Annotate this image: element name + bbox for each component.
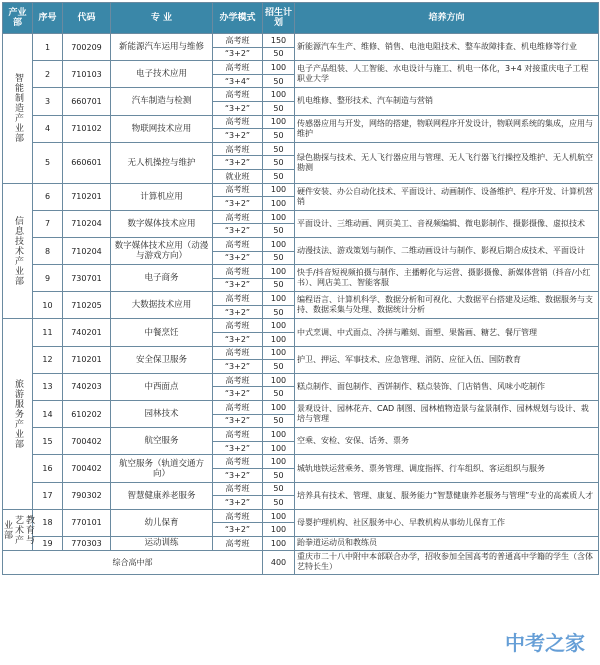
seq-cell: 7: [33, 210, 63, 237]
mode-cell: “3+2”: [213, 333, 263, 347]
mode-cell: “3+2”: [213, 156, 263, 170]
major-cell: 数字媒体技术应用: [111, 210, 213, 237]
mode-cell: 高考班: [213, 115, 263, 129]
major-cell: 运动训练: [111, 536, 213, 550]
quota-cell: 50: [263, 278, 295, 292]
mode-cell: “3+2”: [213, 278, 263, 292]
mode-cell: 高考班: [213, 509, 263, 523]
seq-cell: 11: [33, 319, 63, 346]
header-quota: 招生计划: [263, 3, 295, 34]
mode-cell: 高考班: [213, 428, 263, 442]
code-cell: 790302: [63, 482, 111, 509]
industry-cell: 信息技术产业部: [3, 183, 33, 319]
quota-cell: 100: [263, 428, 295, 442]
code-cell: 710201: [63, 346, 111, 373]
code-cell: 700402: [63, 428, 111, 455]
mode-cell: “3+2”: [213, 305, 263, 319]
seq-cell: 13: [33, 373, 63, 400]
quota-cell: 50: [263, 74, 295, 88]
major-cell: 大数据技术应用: [111, 292, 213, 319]
direction-cell: 绿色勘探与技术、无人飞行器应用与管理、无人飞行器飞行操控及维护、无人机航空勘测: [295, 142, 599, 183]
direction-cell: 动漫技法、游戏策划与制作、二维动画设计与制作、影视后期合成技术、平面设计: [295, 237, 599, 264]
quota-cell: 100: [263, 346, 295, 360]
code-cell: 730701: [63, 265, 111, 292]
seq-cell: 5: [33, 142, 63, 183]
mode-cell: “3+2”: [213, 360, 263, 374]
header-mode: 办学模式: [213, 3, 263, 34]
table-row: [3, 115, 599, 129]
quota-cell: 50: [263, 414, 295, 428]
footer-direction: 重庆市二十八中附中本部联合办学，招收参加全国高考的普通高中学籍的学生（含体艺特长生）: [295, 550, 599, 574]
mode-cell: 高考班: [213, 482, 263, 496]
table-row: [3, 536, 599, 550]
enrollment-table: [2, 2, 599, 575]
major-cell: 电子商务: [111, 265, 213, 292]
seq-cell: 10: [33, 292, 63, 319]
code-cell: 660701: [63, 88, 111, 115]
quota-cell: 100: [263, 455, 295, 469]
quota-cell: 50: [263, 482, 295, 496]
quota-cell: 100: [263, 333, 295, 347]
footer-row: [3, 550, 599, 574]
table-row: [3, 34, 599, 48]
major-cell: 中西面点: [111, 373, 213, 400]
code-cell: 660601: [63, 142, 111, 183]
industry-cell: 智能制造产业部: [3, 34, 33, 184]
major-cell: 数字媒体技术应用（动漫与游戏方向）: [111, 237, 213, 264]
quota-cell: 100: [263, 265, 295, 279]
quota-cell: 100: [263, 237, 295, 251]
seq-cell: 14: [33, 401, 63, 428]
direction-cell: 机电维修、整形技术、汽车制造与营销: [295, 88, 599, 115]
major-cell: 中餐烹饪: [111, 319, 213, 346]
mode-cell: “3+2”: [213, 197, 263, 211]
table-row: [3, 210, 599, 224]
mode-cell: “3+2”: [213, 47, 263, 61]
major-cell: 安全保卫服务: [111, 346, 213, 373]
direction-cell: 快手/抖音短视频拍摄与制作、主播孵化与运营、摄影摄像、新媒体营销（抖音/小红书）、网店美工、智能客服: [295, 265, 599, 292]
quota-cell: 100: [263, 441, 295, 455]
mode-cell: “3+4”: [213, 74, 263, 88]
table-row: [3, 142, 599, 156]
code-cell: 610202: [63, 401, 111, 428]
major-cell: 幼儿保育: [111, 509, 213, 536]
quota-cell: 50: [263, 251, 295, 265]
table-row: [3, 428, 599, 442]
mode-cell: 高考班: [213, 292, 263, 306]
mode-cell: 高考班: [213, 88, 263, 102]
table-row: [3, 482, 599, 496]
quota-cell: 100: [263, 292, 295, 306]
mode-cell: 高考班: [213, 237, 263, 251]
major-cell: 电子技术应用: [111, 61, 213, 88]
footer-label: 综合高中部: [3, 550, 263, 574]
footer-quota: 400: [263, 550, 295, 574]
header-code: 代码: [63, 3, 111, 34]
quota-cell: 50: [263, 101, 295, 115]
industry-cell: 教育与艺术产业部: [3, 509, 33, 550]
code-cell: 710102: [63, 115, 111, 142]
quota-cell: 50: [263, 142, 295, 156]
direction-cell: 新能源汽车生产、维修、销售、电池电阻技术、整车故障排查、机电维修等行业: [295, 34, 599, 61]
code-cell: 740203: [63, 373, 111, 400]
direction-cell: 景观设计、园林花卉、CAD 制图、园林植物造景与盆景制作、园林规划与设计、栽培与管理: [295, 401, 599, 428]
mode-cell: “3+2”: [213, 523, 263, 537]
direction-cell: 平面设计、三维动画、网页美工、音视频编辑、微电影制作、摄影摄像、虚拟技术: [295, 210, 599, 237]
header-seq: 序号: [33, 3, 63, 34]
quota-cell: 100: [263, 115, 295, 129]
seq-cell: 4: [33, 115, 63, 142]
header-major: 专 业: [111, 3, 213, 34]
quota-cell: 100: [263, 536, 295, 550]
mode-cell: 高考班: [213, 183, 263, 197]
mode-cell: “3+2”: [213, 101, 263, 115]
table-row: [3, 455, 599, 469]
quota-cell: 50: [263, 360, 295, 374]
table-row: [3, 509, 599, 523]
direction-cell: 空乘、安检、安保、话务、票务: [295, 428, 599, 455]
direction-cell: 传感器应用与开发，网络的搭建，物联网程序开发设计，物联网系统的集成，应用与维护: [295, 115, 599, 142]
quota-cell: 100: [263, 88, 295, 102]
quota-cell: 50: [263, 305, 295, 319]
direction-cell: 护卫、押运、军事技术、应急管理、消防、应征入伍、国防教育: [295, 346, 599, 373]
quota-cell: 100: [263, 197, 295, 211]
header-direction: 培养方向: [295, 3, 599, 34]
mode-cell: 高考班: [213, 61, 263, 75]
quota-cell: 150: [263, 34, 295, 48]
direction-cell: 硬件安装、办公自动化技术、平面设计、动画制作、设备维护、程序开发、计算机营销: [295, 183, 599, 210]
major-cell: 物联网技术应用: [111, 115, 213, 142]
quota-cell: 50: [263, 224, 295, 238]
seq-cell: 3: [33, 88, 63, 115]
quota-cell: 100: [263, 373, 295, 387]
table-row: [3, 183, 599, 197]
quota-cell: 100: [263, 401, 295, 415]
industry-cell: 旅游服务产业部: [3, 319, 33, 509]
mode-cell: “3+2”: [213, 414, 263, 428]
mode-cell: 高考班: [213, 210, 263, 224]
direction-cell: 糕点制作、面包制作、西饼制作、糕点装饰、门店销售、风味小吃制作: [295, 373, 599, 400]
seq-cell: 2: [33, 61, 63, 88]
mode-cell: 高考班: [213, 536, 263, 550]
major-cell: 汽车制造与检测: [111, 88, 213, 115]
code-cell: 710204: [63, 210, 111, 237]
table-row: [3, 373, 599, 387]
table-header-row: [3, 3, 599, 34]
mode-cell: “3+2”: [213, 224, 263, 238]
direction-cell: 母婴护理机构、社区服务中心、早教机构从事幼儿保育工作: [295, 509, 599, 536]
seq-cell: 12: [33, 346, 63, 373]
quota-cell: 100: [263, 61, 295, 75]
mode-cell: 高考班: [213, 346, 263, 360]
table-row: [3, 88, 599, 102]
mode-cell: “3+2”: [213, 496, 263, 510]
seq-cell: 9: [33, 265, 63, 292]
direction-cell: 中式烹调、中式面点、冷拼与雕刻、面塑、果酱画、糖艺、餐厅管理: [295, 319, 599, 346]
code-cell: 710205: [63, 292, 111, 319]
mode-cell: 高考班: [213, 401, 263, 415]
mode-cell: “3+2”: [213, 387, 263, 401]
major-cell: 航空服务: [111, 428, 213, 455]
seq-cell: 19: [33, 536, 63, 550]
quota-cell: 50: [263, 169, 295, 183]
code-cell: 710103: [63, 61, 111, 88]
table-row: [3, 401, 599, 415]
mode-cell: “3+2”: [213, 441, 263, 455]
major-cell: 航空服务（轨道交通方向）: [111, 455, 213, 482]
direction-cell: 城轨地铁运营乘务、票务管理、调度指挥、行车组织、客运组织与服务: [295, 455, 599, 482]
seq-cell: 1: [33, 34, 63, 61]
code-cell: 740201: [63, 319, 111, 346]
quota-cell: 50: [263, 387, 295, 401]
table-row: [3, 319, 599, 333]
quota-cell: 100: [263, 509, 295, 523]
direction-cell: 电子产品组装、人工智能、水电设计与施工、机电一体化，3+4 对接重庆电子工程职业大学: [295, 61, 599, 88]
mode-cell: 高考班: [213, 455, 263, 469]
seq-cell: 16: [33, 455, 63, 482]
major-cell: 园林技术: [111, 401, 213, 428]
code-cell: 700209: [63, 34, 111, 61]
direction-cell: 培养具有技术、管理、康复、服务能力“智慧健康养老服务与管理”专业的高素质人才: [295, 482, 599, 509]
mode-cell: 高考班: [213, 142, 263, 156]
seq-cell: 6: [33, 183, 63, 210]
quota-cell: 50: [263, 496, 295, 510]
quota-cell: 50: [263, 47, 295, 61]
table-row: [3, 237, 599, 251]
quota-cell: 50: [263, 156, 295, 170]
quota-cell: 100: [263, 183, 295, 197]
code-cell: 700402: [63, 455, 111, 482]
seq-cell: 15: [33, 428, 63, 455]
seq-cell: 8: [33, 237, 63, 264]
watermark-logo: 中考之家: [505, 631, 585, 655]
major-cell: 无人机操控与维护: [111, 142, 213, 183]
mode-cell: “3+2”: [213, 469, 263, 483]
major-cell: 新能源汽车运用与维修: [111, 34, 213, 61]
table-row: [3, 61, 599, 75]
table-row: [3, 292, 599, 306]
quota-cell: 100: [263, 319, 295, 333]
table-row: [3, 346, 599, 360]
quota-cell: 100: [263, 523, 295, 537]
seq-cell: 17: [33, 482, 63, 509]
quota-cell: 50: [263, 129, 295, 143]
table-row: [3, 265, 599, 279]
mode-cell: 高考班: [213, 319, 263, 333]
header-industry: 产业部: [3, 3, 33, 34]
code-cell: 710201: [63, 183, 111, 210]
mode-cell: 就业班: [213, 169, 263, 183]
quota-cell: 100: [263, 210, 295, 224]
major-cell: 智慧健康养老服务: [111, 482, 213, 509]
code-cell: 770101: [63, 509, 111, 536]
major-cell: 计算机应用: [111, 183, 213, 210]
mode-cell: 高考班: [213, 34, 263, 48]
quota-cell: 50: [263, 469, 295, 483]
code-cell: 710204: [63, 237, 111, 264]
direction-cell: 编程语言、计算机科学、数据分析和可视化、大数据平台搭建及运维、数据服务与支持、数据采集与处理、数据统计分析: [295, 292, 599, 319]
mode-cell: “3+2”: [213, 129, 263, 143]
mode-cell: “3+2”: [213, 251, 263, 265]
seq-cell: 18: [33, 509, 63, 536]
mode-cell: 高考班: [213, 373, 263, 387]
mode-cell: 高考班: [213, 265, 263, 279]
direction-cell: 跆拳道运动员和教练员: [295, 536, 599, 550]
code-cell: 770303: [63, 536, 111, 550]
